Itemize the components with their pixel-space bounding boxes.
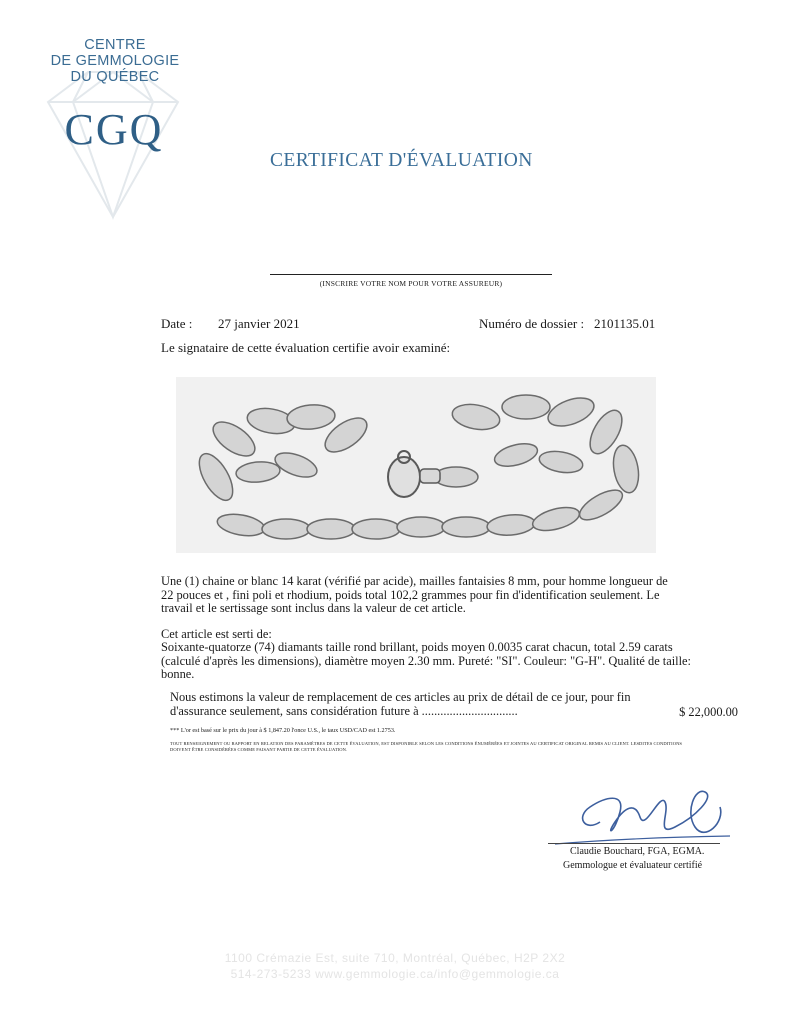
handwritten-signature [545,782,735,852]
disclaimer: TOUT RENSEIGNEMENT OU RAPPORT EN RELATION DES PARAMÈTRES DE CETTE ÉVALUATION, EST DISPONIBLE SELON LES CONDITIONS ÉNUMÉRÉES ET JOINTES AU CERTIFICAT ORIGINAL REMIS AU CLIENT. LESDITES CONDITIONS DOIVENT ÊTRE CONSIDÉRÉES COMME FAISANT PARTIE DE CETTE ÉVALUATION. [170,741,683,752]
gold-price-footnote: *** L'or est basé sur le prix du jour à $ 1,847.20 l'once U.S., le taux USD/CAD est 1.2753. [170,727,396,734]
footer-address: 1100 Crémazie Est, suite 710, Montréal, Québec, H2P 2X2 [224,951,566,965]
logo-line-2: DE GEMMOLOGIE [50,53,180,69]
file-number-label: Numéro de dossier : [479,316,585,331]
signer-name: Claudie Bouchard, FGA, EGMA. [570,846,705,857]
name-signature-line [270,274,552,275]
estimate-statement: Nous estimons la valeur de remplacement de ces articles au prix de détail de ce jour, pour fin d'assurance seulement, sans considération future à ............................... [170,690,631,718]
date-value: 27 janvier 2021 [218,316,300,331]
chain-photo [176,377,656,553]
logo-initials: CGQ [64,105,164,154]
signature-line [548,843,720,844]
name-hint: (INSCRIRE VOTRE NOM POUR VOTRE ASSUREUR) [319,279,503,288]
certificate-title: CERTIFICAT D'ÉVALUATION [270,150,533,171]
file-number-value: 2101135.01 [594,316,656,331]
signer-title: Gemmologue et évaluateur certifié [563,860,703,871]
logo-line-3: DU QUÉBEC [70,69,160,85]
logo-line-1: CENTRE [84,37,146,53]
footer-contact: 514-273-5233 www.gemmologie.ca/info@gemmologie.ca [230,967,560,981]
date-label: Date : [161,316,193,331]
item-description: Une (1) chaine or blanc 14 karat (vérifié par acide), mailles fantaisies 8 mm, pour homme longueur de 22 pouces et , fini poli et rhodium, poids total 102,2 grammes pour fin d'identification seulement. Le travail et le sertissage sont inclus dans la valeur de cet article. [161,574,668,616]
intro-text: Le signataire de cette évaluation certifie avoir examiné: [161,340,451,355]
stone-details: Soixante-quatorze (74) diamants taille rond brillant, poids moyen 0.0035 carat chacun, total 2.59 carats (calculé d'après les dimensions), diamètre moyen 2.30 mm. Pureté: "SI". Couleur: "G-H". Qualité de taille: bonne. [161,640,692,682]
appraisal-amount: $ 22,000.00 [679,705,738,719]
set-intro: Cet article est serti de: [161,627,272,641]
